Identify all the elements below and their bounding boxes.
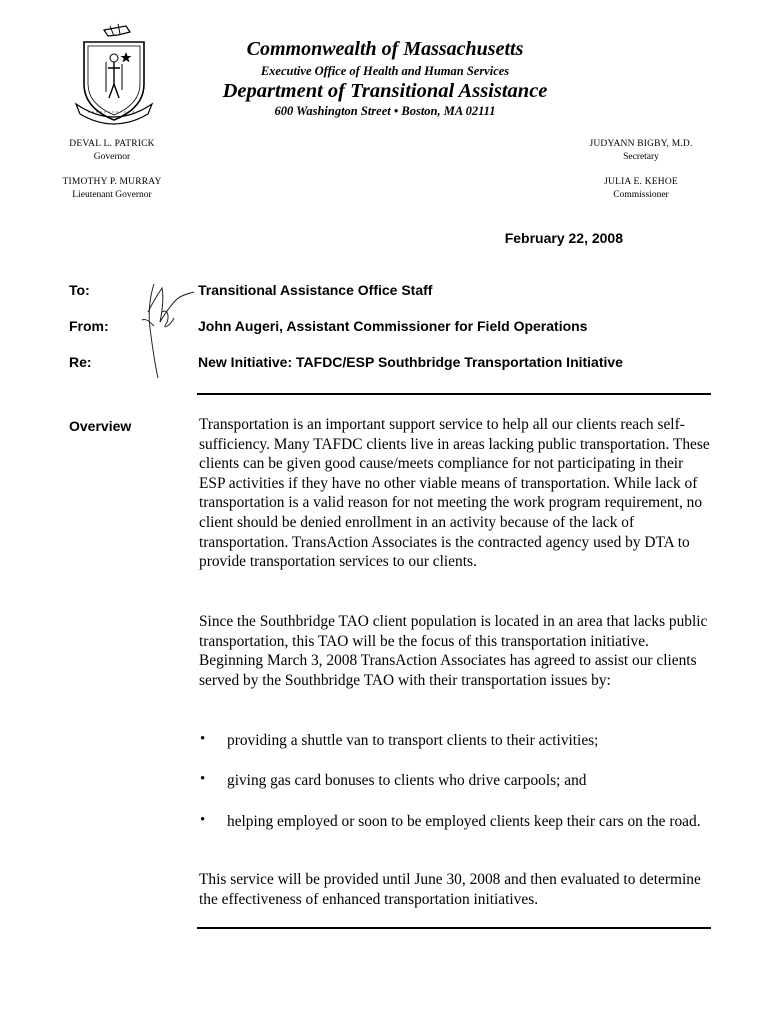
secretary-name: JUDYANN BIGBY, M.D. — [589, 139, 693, 149]
overview-paragraph-1: Transportation is an important support service to help all our clients reach self-sufficiency. Many TAFDC clients live in areas lacking public transportation. These clients can be given good cause/meets compliance for not participating in their ESP activities if they have no other viable means of transportation. While lack of transportation is a valid reason for not meeting the work program requirement, no client should be denied enrollment in an activity because of the lack of transportation. TransAction Associates is the contracted agency used by DTA to provide transportation services to our clients. — [199, 416, 710, 571]
governor-title: Governor — [93, 152, 131, 162]
executive-office-line: Executive Office of Health and Human Services — [260, 64, 510, 78]
re-value: New Initiative: TAFDC/ESP Southbridge Transportation Initiative — [198, 354, 623, 370]
commissioner-block — [578, 176, 704, 202]
from-value: John Augeri, Assistant Commissioner for Field Operations — [198, 318, 588, 334]
overview-label: Overview — [69, 418, 132, 434]
re-label: Re: — [69, 354, 92, 370]
to-label: To: — [69, 282, 90, 298]
list-item: helping employed or soon to be employed clients keep their cars on the road. — [227, 813, 701, 830]
overview-paragraph-3: This service will be provided until June 30, 2008 and then evaluated to determine the effectiveness of enhanced transportation initiatives. — [199, 871, 701, 908]
department-title: Department of Transitional Assistance — [222, 80, 548, 102]
governor-name: DEVAL L. PATRICK — [69, 139, 155, 149]
header-divider — [197, 393, 711, 395]
commissioner-name: JULIA E. KEHOE — [604, 177, 678, 187]
bullet-icon: • — [200, 812, 206, 828]
footer-divider — [197, 927, 711, 929]
handwritten-initials-icon — [140, 282, 196, 384]
bullet-icon: • — [200, 771, 206, 787]
secretary-title: Secretary — [623, 152, 659, 162]
to-value: Transitional Assistance Office Staff — [198, 282, 433, 298]
overview-paragraph-2: Since the Southbridge TAO client population is located in an area that lacks public transportation, this TAO will be the focus of this transportation initiative. Beginning March 3, 2008 TransAction Associates has agreed to assist our clients served by the Southbridge TAO with their transportation issues by: — [199, 613, 708, 689]
lt-governor-name: TIMOTHY P. MURRAY — [62, 177, 162, 187]
from-label: From: — [69, 318, 109, 334]
department-address: 600 Washington Street • Boston, MA 02111 — [274, 104, 496, 118]
secretary-block — [578, 138, 704, 164]
bullet-icon: • — [200, 731, 206, 747]
commonwealth-title: Commonwealth of Massachusetts — [246, 38, 524, 60]
memo-date: February 22, 2008 — [504, 230, 623, 246]
lt-governor-title: Lieutenant Governor — [72, 190, 152, 200]
governor-block — [52, 138, 172, 164]
list-item: giving gas card bonuses to clients who drive carpools; and — [227, 772, 587, 789]
commissioner-title: Commissioner — [613, 190, 669, 200]
lt-governor-block — [50, 176, 174, 202]
list-item: providing a shuttle van to transport clients to their activities; — [227, 732, 599, 749]
